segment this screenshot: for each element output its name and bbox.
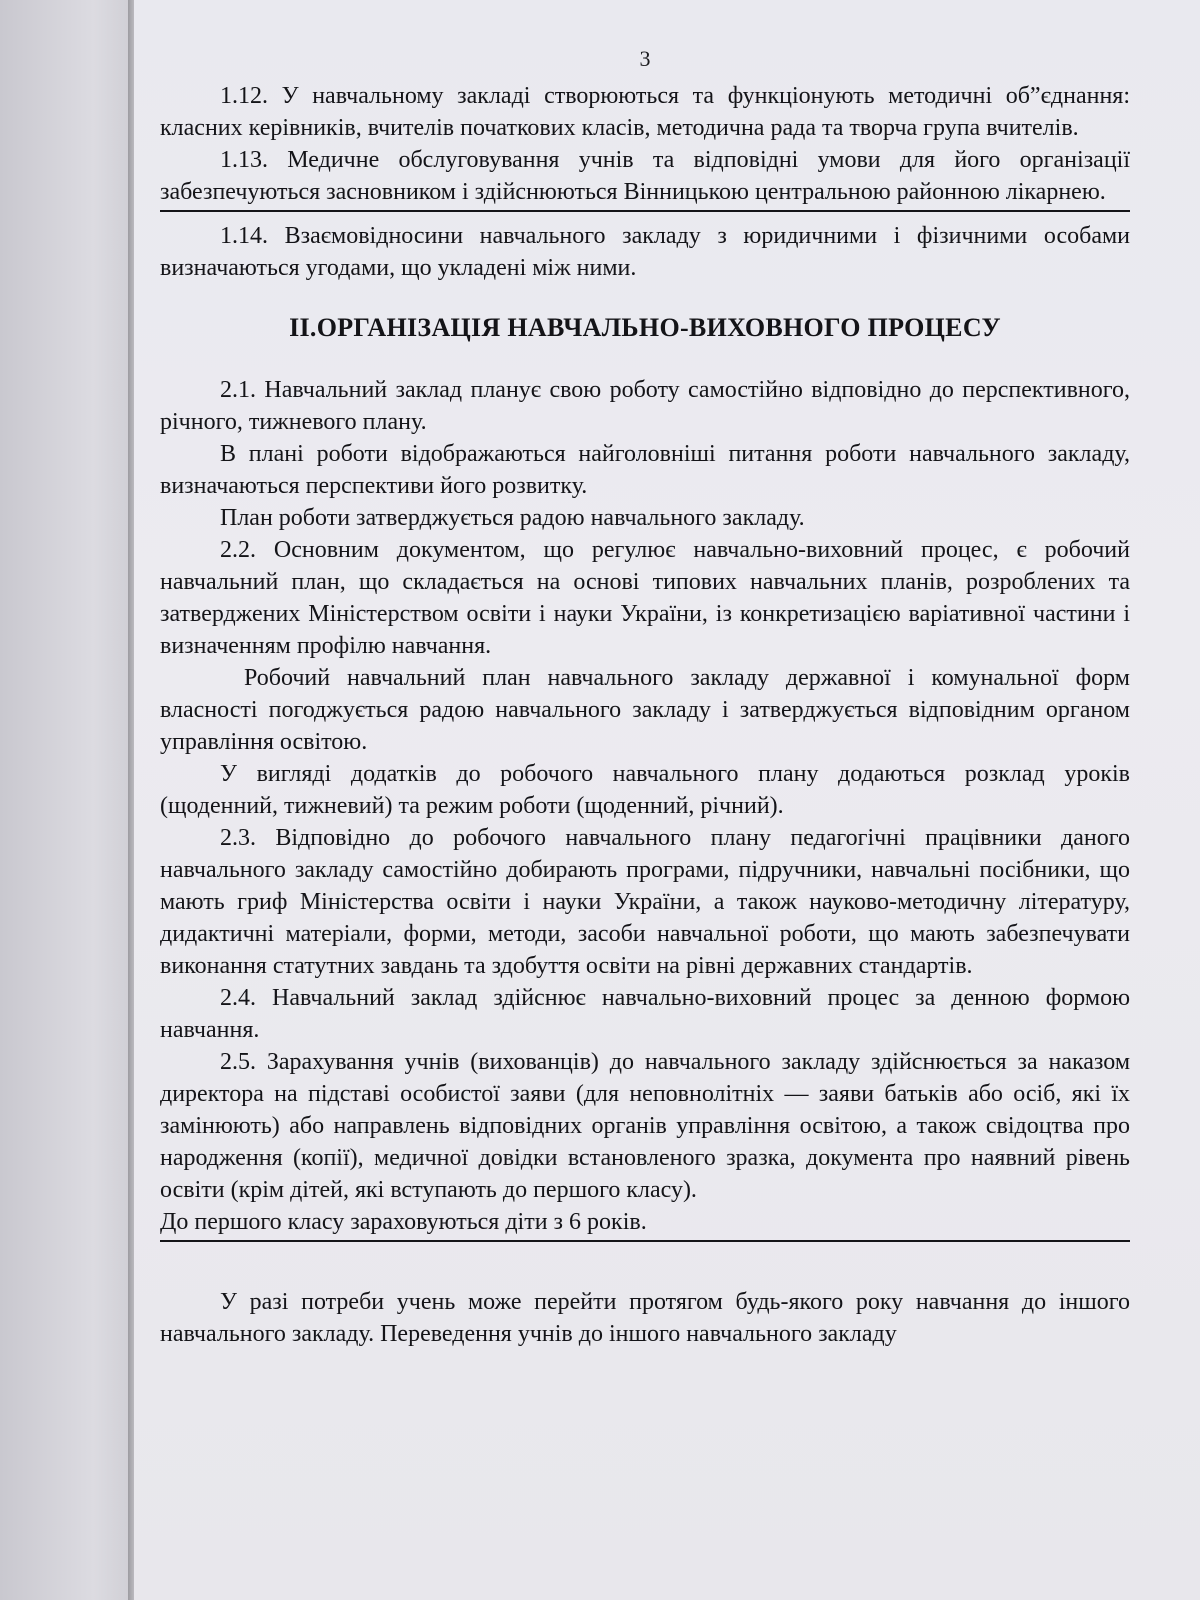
paragraph-2-5: 2.5. Зарахування учнів (вихованців) до навчального закладу здійснюється за наказом директора на підставі особистої заяви (для неповнолітніх — заяви батьків або осіб, які їх замінюють) або направлень відповідних органів управління освітою, а також свідоцтва про народження (копії), медичної довідки встановленого зразка, документа про наявний рівень освіти (крім дітей, які вступають до першого класу). bbox=[160, 1049, 1130, 1203]
paragraph-2-3: 2.3. Відповідно до робочого навчального плану педагогічні працівники даного навчального закладу самостійно добирають програми, підручники, навчальні посібники, що мають гриф Міністерства освіти і науки України, а також науково-методичну літературу, дидактичні матеріали, форми, методи, засоби навчальної роботи, що мають забезпечувати виконання статутних завдань та здобуття освіти на рівні державних стандартів. bbox=[160, 825, 1130, 979]
paragraph-2-5-transfer: У разі потреби учень може перейти протягом будь-якого року навчання до іншого навчального закладу. Переведення учнів до іншого навчального закладу bbox=[160, 1289, 1130, 1347]
left-page-edge bbox=[0, 0, 134, 1600]
paragraph-2-1: 2.1. Навчальний заклад планує свою роботу самостійно відповідно до перспективного, річного, тижневого плану. bbox=[160, 377, 1130, 435]
page-number: 3 bbox=[639, 46, 651, 71]
paragraph-2-4: 2.4. Навчальний заклад здійснює навчально-виховний процес за денною формою навчання. bbox=[160, 985, 1130, 1043]
paragraph-2-2-appendices: У вигляді додатків до робочого навчального плану додаються розклад уроків (щоденний, тижневий) та режим роботи (щоденний, річний). bbox=[160, 761, 1130, 819]
paragraph-2-5-first-grade: До першого класу зараховуються діти з 6 років. bbox=[160, 1206, 1130, 1242]
paragraph-2-2-working-plan: Робочий навчальний план навчального закладу державної і комунальної форм власності погоджується радою навчального закладу і затверджується відповідним органом управління освітою. bbox=[160, 665, 1130, 755]
section-heading: ІІ.ОРГАНІЗАЦІЯ НАВЧАЛЬНО-ВИХОВНОГО ПРОЦЕСУ bbox=[289, 313, 1001, 342]
paragraph-1-12: 1.12. У навчальному закладі створюються та функціонують методичні об”єднання: класних керівників, вчителів початкових класів, методична рада та творча група вчителів. bbox=[160, 83, 1130, 141]
paragraph-2-1-plan-approval: План роботи затверджується радою навчального закладу. bbox=[220, 505, 805, 531]
paragraph-2-2: 2.2. Основним документом, що регулює навчально-виховний процес, є робочий навчальний план, що складається на основі типових навчальних планів, розроблених та затверджених Міністерством освіти і науки України, із конкретизацією варіативної частини і визначенням профілю навчання. bbox=[160, 537, 1130, 659]
paragraph-2-1-plan-content: В плані роботи відображаються найголовніші питання роботи навчального закладу, визначаються перспективи його розвитку. bbox=[160, 441, 1130, 499]
document-page bbox=[134, 0, 1200, 1600]
paragraph-1-13: 1.13. Медичне обслуговування учнів та відповідні умови для його організації забезпечуються засновником і здійснюються Вінницькою центральною районною лікарнею. bbox=[160, 144, 1130, 212]
paragraph-1-14: 1.14. Взаємовідносини навчального закладу з юридичними і фізичними особами визначаються угодами, що укладені між ними. bbox=[160, 223, 1130, 281]
